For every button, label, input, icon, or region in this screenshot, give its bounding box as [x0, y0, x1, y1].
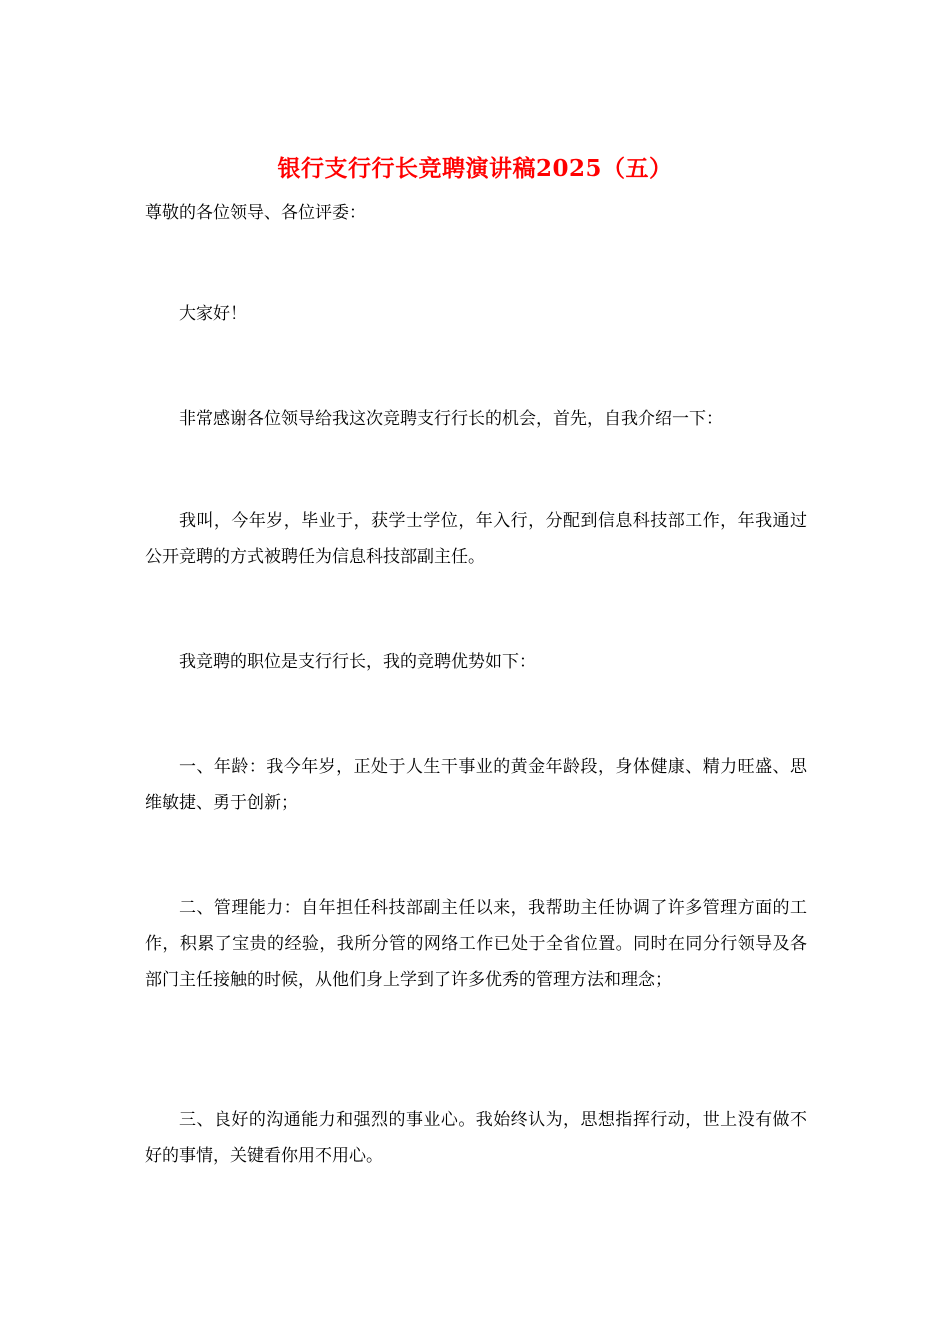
- greeting-paragraph: 大家好！: [179, 304, 247, 324]
- advantage-communication-paragraph: 三、良好的沟通能力和强烈的事业心。我始终认为，思想指挥行动，世上没有做不好的事情，关键看你用不用心。: [145, 1110, 807, 1166]
- advantage-management-paragraph: 二、管理能力：自年担任科技部副主任以来，我帮助主任协调了许多管理方面的工作，积累了宝贵的经验，我所分管的网络工作已处于全省位置。同时在同分行领导及各部门主任接触的时候，从他们身上学到了许多优秀的管理方法和理念；: [145, 898, 807, 990]
- introduction-paragraph: 我叫，今年岁，毕业于，获学士学位，年入行，分配到信息科技部工作，年我通过公开竞聘的方式被聘任为信息科技部副主任。: [145, 511, 807, 567]
- advantage-age-paragraph: 一、年龄：我今年岁，正处于人生干事业的黄金年龄段，身体健康、精力旺盛、思维敏捷、勇于创新；: [145, 757, 807, 813]
- salutation-paragraph: 尊敬的各位领导、各位评委：: [145, 203, 366, 223]
- document-title: 银行支行行长竞聘演讲稿2025（五）: [277, 155, 673, 182]
- thanks-paragraph: 非常感谢各位领导给我这次竞聘支行行长的机会，首先，自我介绍一下：: [179, 409, 723, 429]
- position-paragraph: 我竞聘的职位是支行行长，我的竞聘优势如下：: [179, 652, 536, 672]
